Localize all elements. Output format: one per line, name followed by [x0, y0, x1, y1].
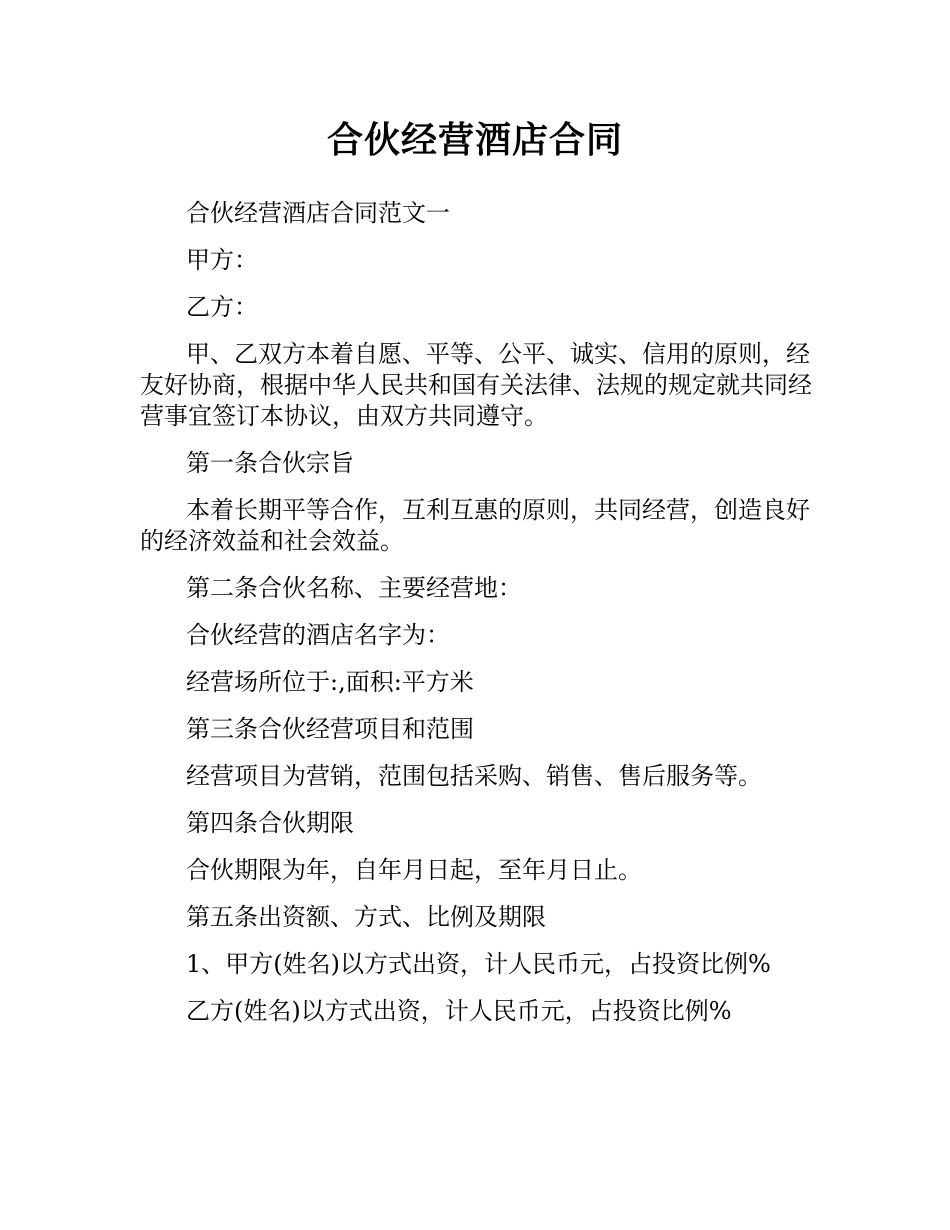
paragraph-article-3: 经营项目为营销，范围包括采购、销售、售后服务等。 — [186, 762, 762, 790]
document-title: 合伙经营酒店合同 — [326, 120, 623, 161]
paragraph-contribution-a: 1、甲方(姓名)以方式出资，计人民币元，占投资比例% — [186, 950, 771, 978]
paragraph-article-4: 合伙期限为年，自年月日起，至年月日止。 — [186, 856, 642, 884]
paragraph-premises: 经营场所位于:,面积:平方米 — [186, 668, 474, 696]
paragraph-preamble: 甲、乙双方本着自愿、平等、公平、诚实、信用的原则，经友好协商，根据中华人民共和国有关法律、法规的规定就共同经营事宜签订本协议，由双方共同遵守。 — [140, 340, 812, 430]
paragraph-party-a: 甲方： — [186, 246, 258, 274]
heading-article-5: 第五条出资额、方式、比例及期限 — [186, 903, 546, 931]
heading-article-1: 第一条合伙宗旨 — [186, 449, 354, 477]
paragraph-party-b: 乙方： — [186, 293, 258, 321]
document-body — [140, 198, 812, 1043]
paragraph-contribution-b: 乙方(姓名)以方式出资，计人民币元，占投资比例% — [186, 997, 732, 1025]
paragraph-subtitle: 合伙经营酒店合同范文一 — [186, 199, 450, 227]
paragraph-hotel-name: 合伙经营的酒店名字为： — [186, 621, 450, 649]
paragraph-article-1: 本着长期平等合作，互利互惠的原则，共同经营，创造良好的经济效益和社会效益。 — [140, 496, 810, 555]
heading-article-3: 第三条合伙经营项目和范围 — [186, 715, 474, 743]
heading-article-4: 第四条合伙期限 — [186, 809, 354, 837]
heading-article-2: 第二条合伙名称、主要经营地： — [186, 574, 522, 602]
